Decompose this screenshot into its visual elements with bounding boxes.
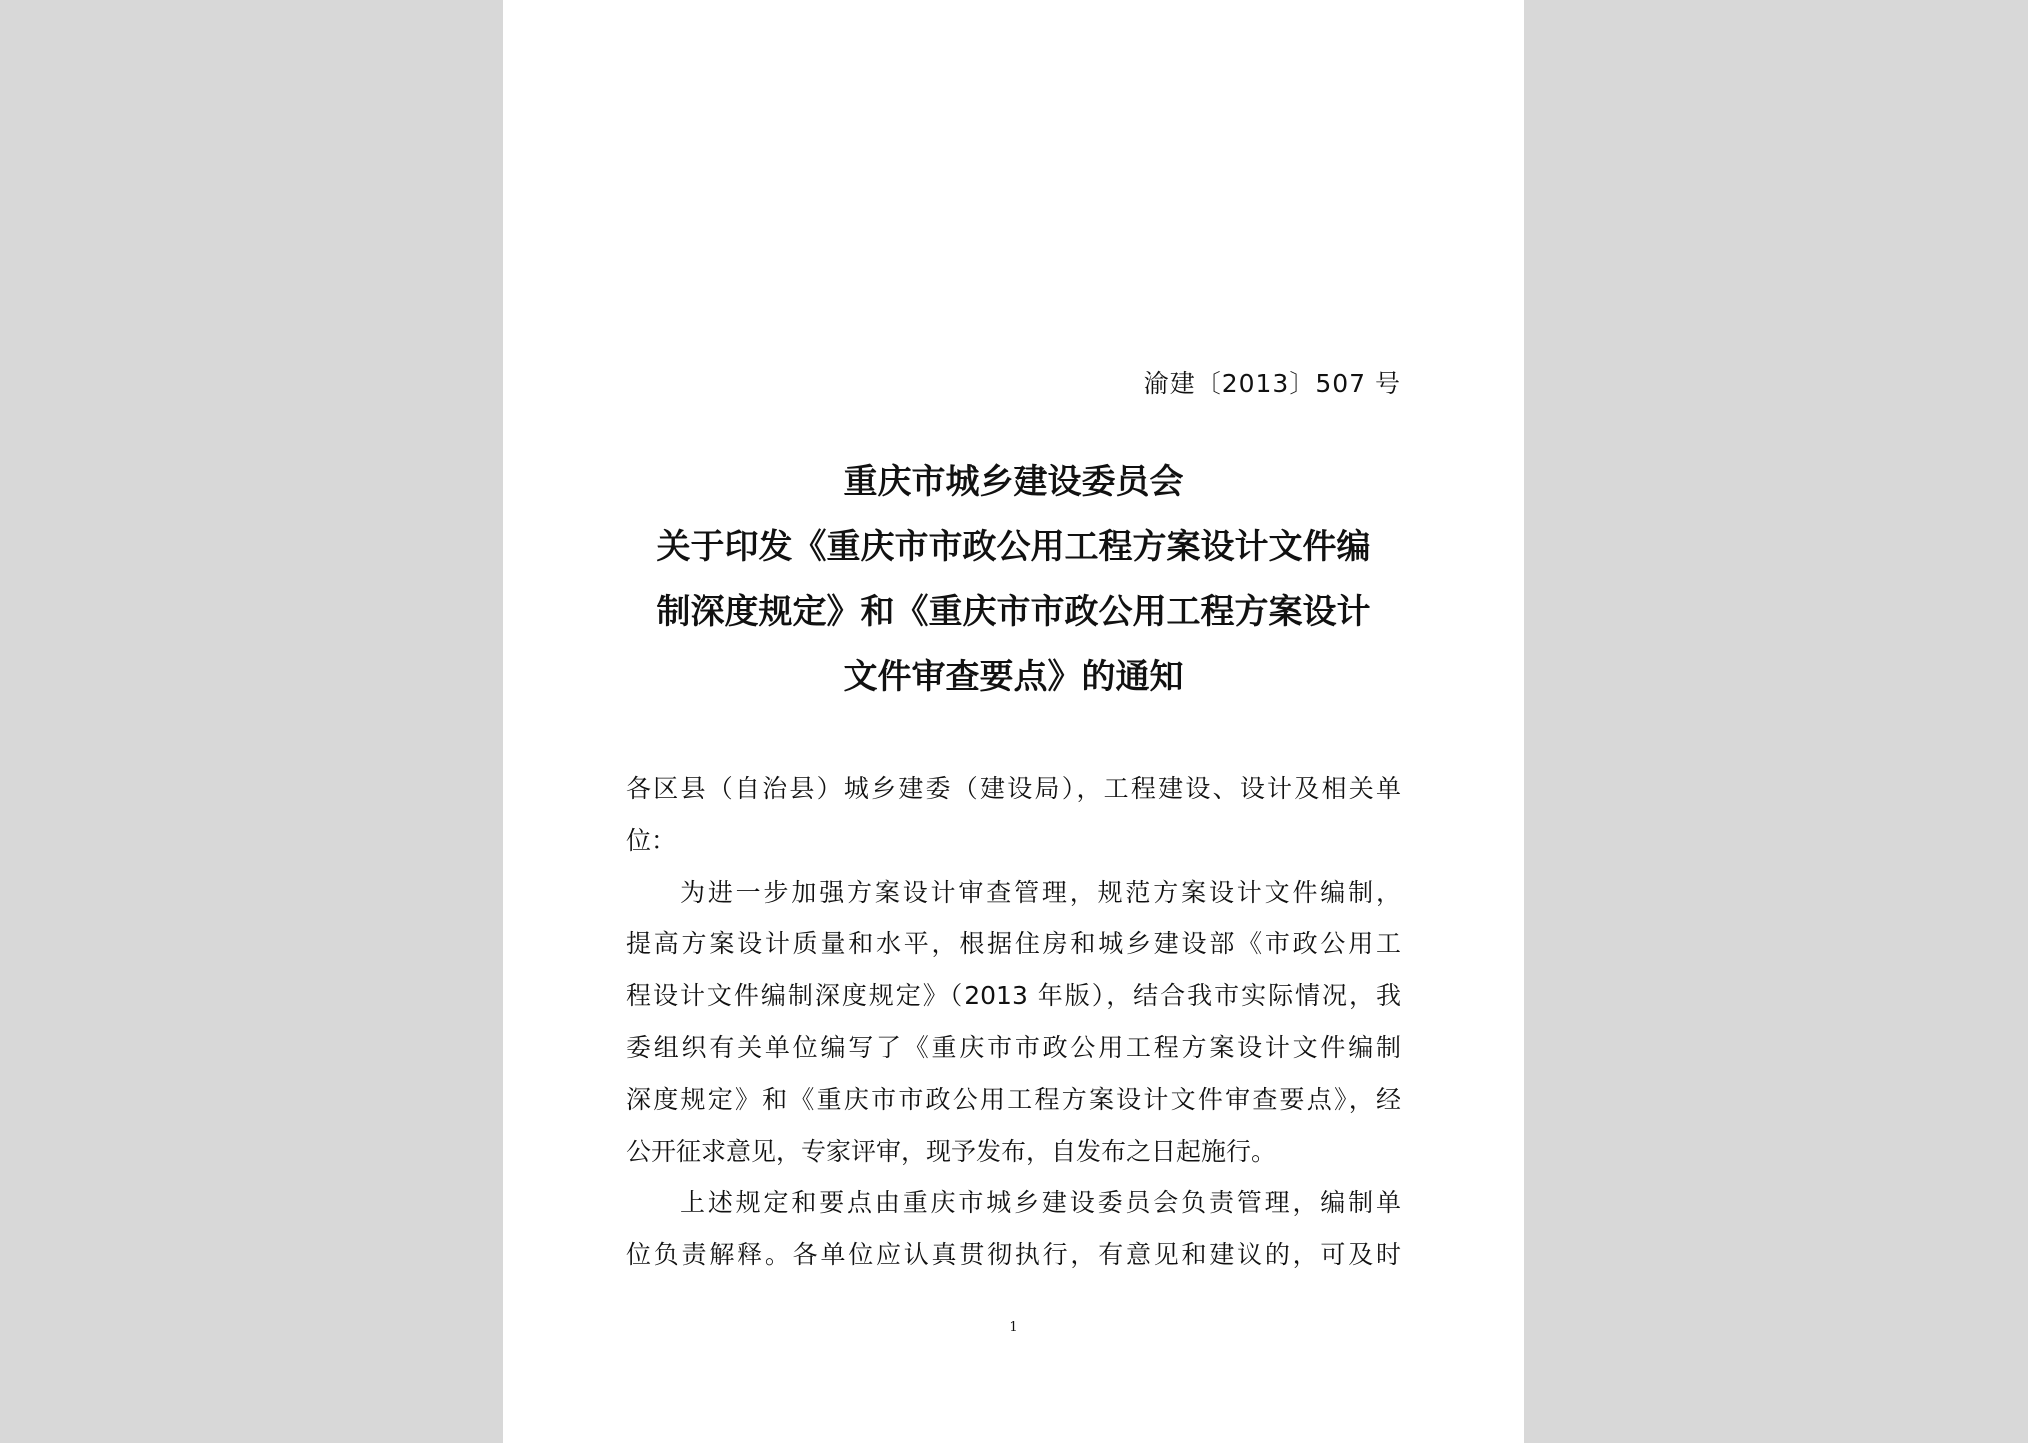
document-body bbox=[626, 763, 1401, 1281]
paragraph-line: 上述规定和要点由重庆市城乡建设委员会负责管理，编制单 bbox=[680, 1188, 1401, 1218]
title-line: 制深度规定》和《重庆市市政公用工程方案设计 bbox=[656, 592, 1371, 632]
salutation-line: 位： bbox=[626, 825, 677, 855]
paragraph-line: 位负责解释。各单位应认真贯彻执行，有意见和建议的，可及时 bbox=[626, 1240, 1401, 1270]
salutation bbox=[626, 763, 1401, 867]
title-line: 文件审查要点》的通知 bbox=[843, 657, 1184, 697]
title-line: 重庆市城乡建设委员会 bbox=[843, 462, 1184, 502]
document-number: 渝建〔2013〕507 号 bbox=[1143, 369, 1401, 398]
document-page bbox=[503, 0, 1524, 1443]
paragraph-line: 深度规定》和《重庆市市政公用工程方案设计文件审查要点》，经 bbox=[626, 1084, 1401, 1114]
paragraph-line: 公开征求意见，专家评审，现予发布，自发布之日起施行。 bbox=[626, 1136, 1277, 1166]
salutation-line: 各区县（自治县）城乡建委（建设局），工程建设、设计及相关单 bbox=[626, 774, 1401, 803]
paragraph-line: 为进一步加强方案设计审查管理，规范方案设计文件编制， bbox=[680, 877, 1401, 907]
paragraph-line: 委组织有关单位编写了《重庆市市政公用工程方案设计文件编制 bbox=[626, 1032, 1401, 1062]
paragraph-2 bbox=[626, 1177, 1401, 1281]
page-number: 1 bbox=[1009, 1320, 1018, 1335]
document-title bbox=[626, 450, 1401, 710]
paragraph-1 bbox=[626, 867, 1401, 1178]
paragraph-line: 程设计文件编制深度规定》（2013 年版），结合我市实际情况，我 bbox=[626, 981, 1401, 1011]
paragraph-line: 提高方案设计质量和水平，根据住房和城乡建设部《市政公用工 bbox=[626, 929, 1401, 959]
title-line: 关于印发《重庆市市政公用工程方案设计文件编 bbox=[656, 527, 1371, 567]
